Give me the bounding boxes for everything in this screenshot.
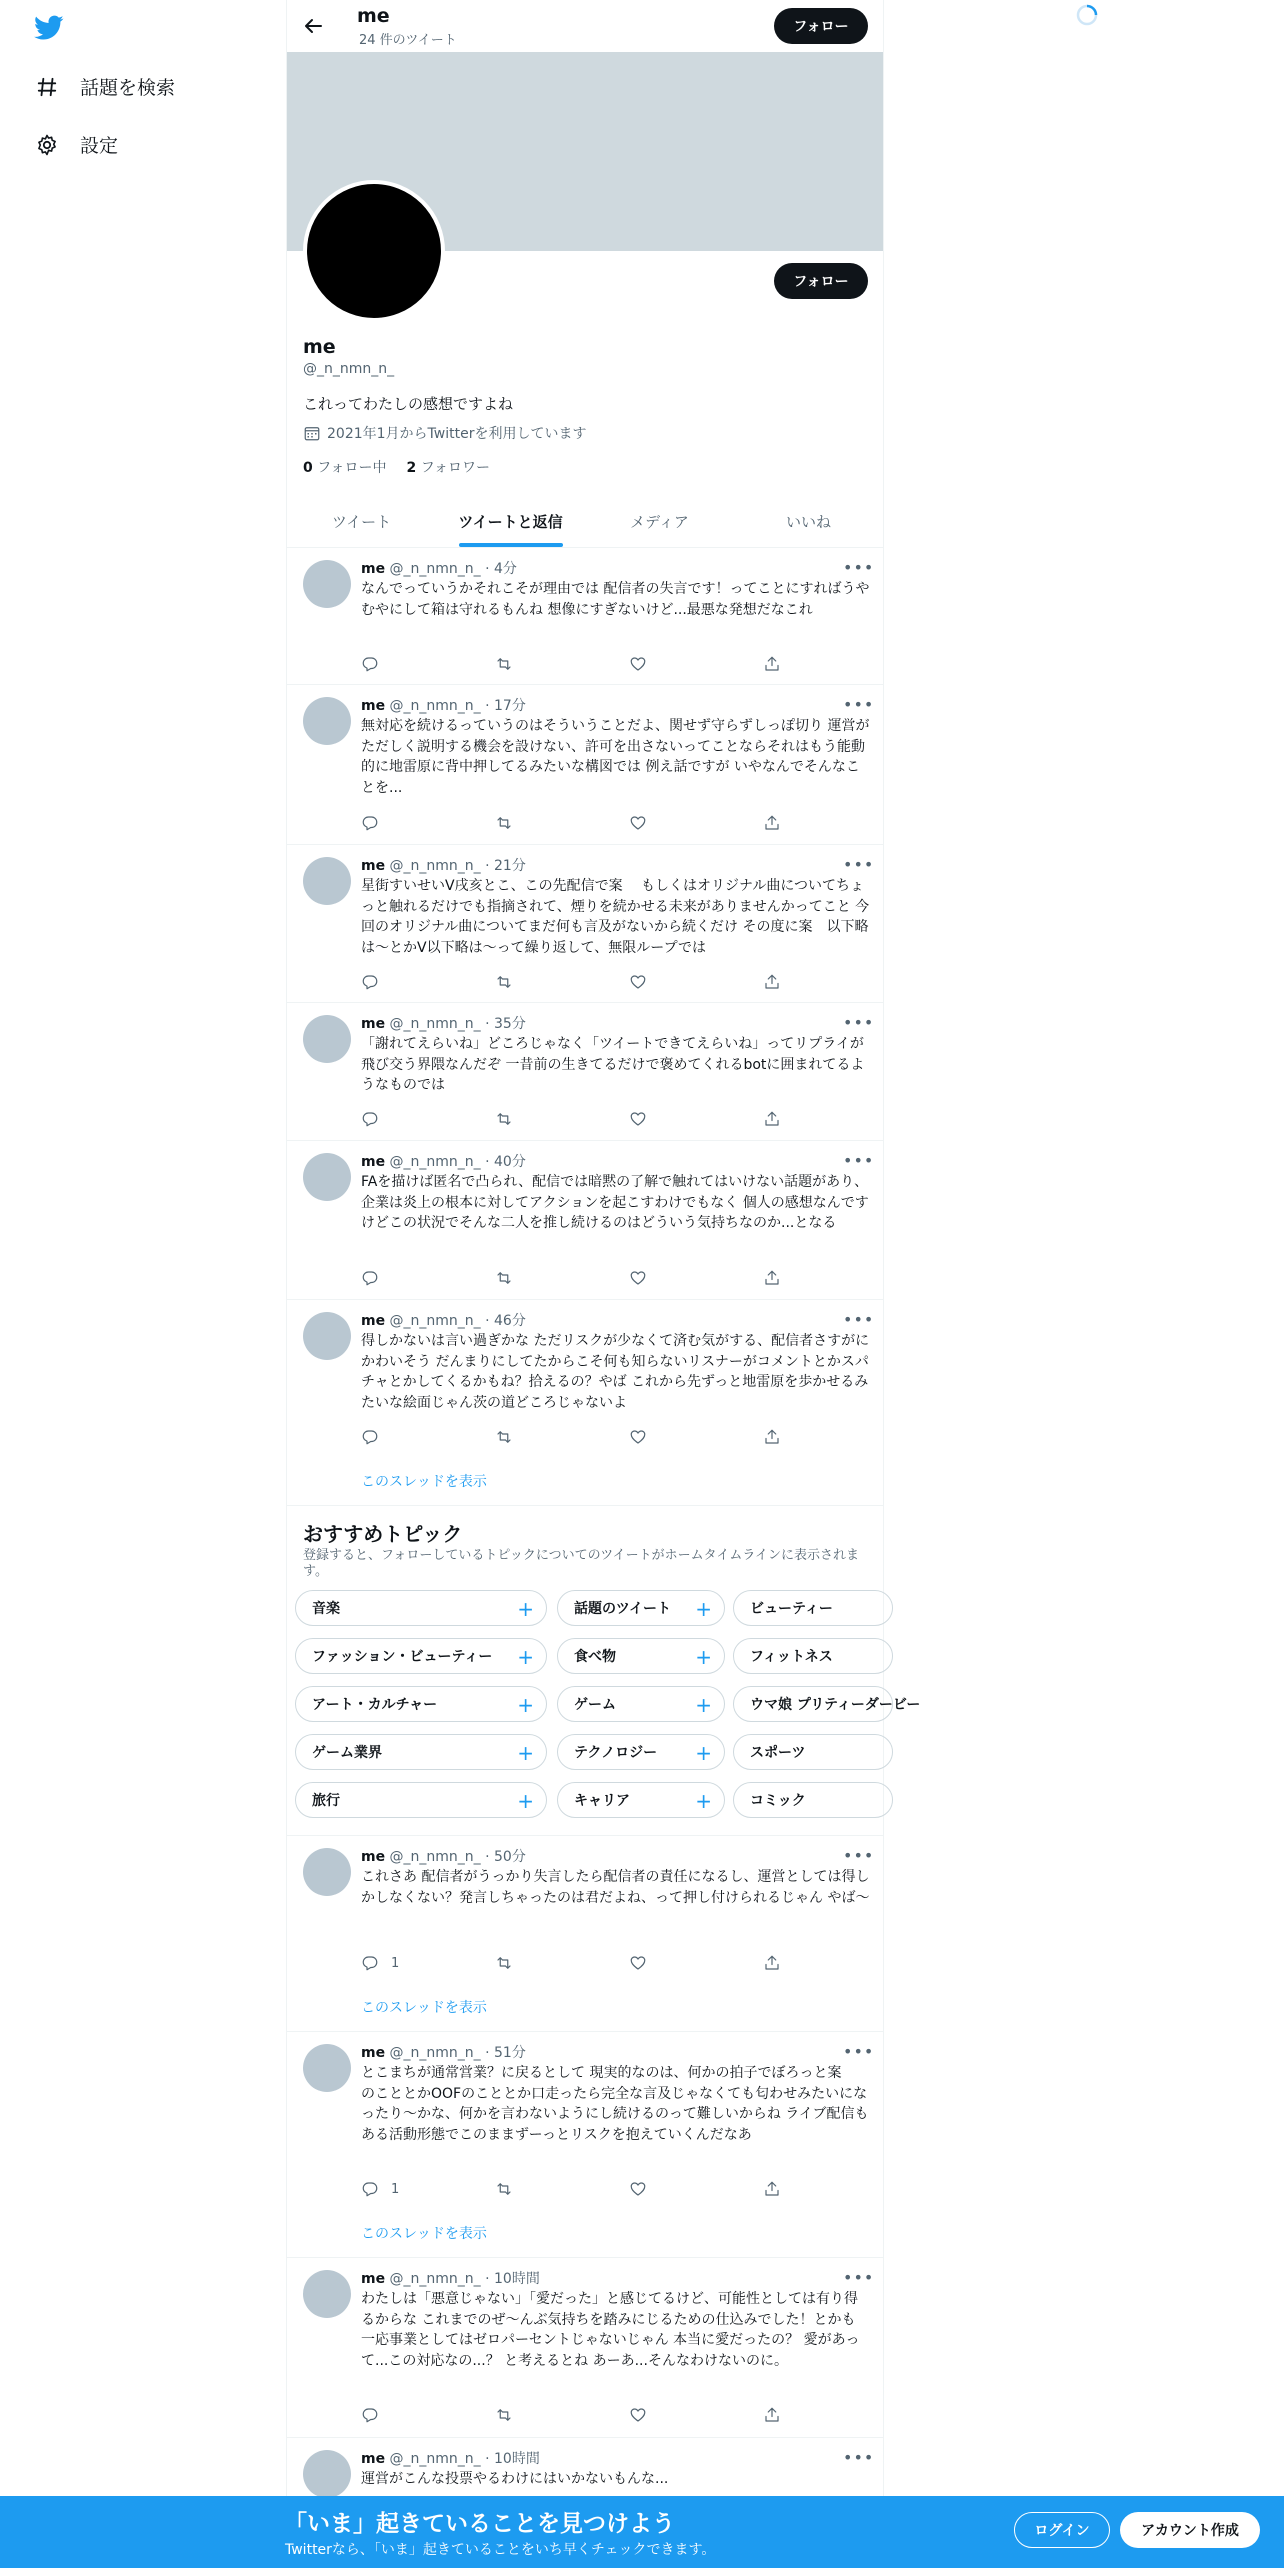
main-column (286, 0, 921, 2568)
tweet-author-name[interactable]: me (361, 1313, 386, 1329)
more-options-icon[interactable]: ••• (843, 558, 875, 577)
like-button[interactable] (629, 654, 647, 674)
tab-tweets[interactable]: ツイート (331, 512, 392, 531)
heart-icon (629, 1954, 647, 1972)
profile-name: me (303, 336, 336, 358)
tweet-meta: @_n_nmn_n_ · 21分 (389, 858, 526, 874)
tweet-author-name[interactable]: me (361, 2271, 386, 2287)
reply-button[interactable] (361, 813, 391, 833)
plus-icon[interactable]: + (695, 1789, 712, 1813)
tweet-avatar[interactable] (303, 1312, 351, 1360)
tweet-actions (361, 2179, 781, 2199)
recommended-topics (287, 1506, 921, 1836)
more-options-icon[interactable]: ••• (843, 855, 875, 874)
share-icon (763, 1269, 781, 1287)
share-icon (763, 2406, 781, 2424)
retweet-button[interactable] (495, 2179, 513, 2199)
topic-chip[interactable] (733, 1590, 893, 1626)
retweet-button[interactable] (495, 1109, 513, 1129)
profile-header (287, 0, 883, 52)
share-button[interactable] (763, 1268, 781, 1288)
tweet-author-name[interactable]: me (361, 1016, 386, 1032)
tab-media[interactable]: メディア (630, 512, 689, 531)
tweet-text: これさあ 配信者がうっかり失言したら配信者の責任になるし、運営としては得しかしなくない？発言しちゃったのは君だよね、って押し付けられるじゃん やば〜 (361, 1869, 870, 1906)
tweet-count: 24 件のツイート (359, 33, 457, 48)
tweet-text: とこまちが通常営業？に戻るとして 現実的なのは、何かの拍子でぼろっと案 のこととかOOFのこととか口走ったら完全な言及じゃなくても匂わせみたいになったり〜かな、何かを言わないようにし続けるのって難しいからね ライブ配信もある活動形態でこのままずーっとリスクを抱えていくんだなあ (361, 2065, 869, 2143)
retweet-icon (495, 1954, 513, 1972)
heart-icon (629, 1110, 647, 1128)
heart-icon (629, 2180, 647, 2198)
tweet-actions (361, 1427, 781, 1447)
topic-chip[interactable] (557, 1686, 725, 1722)
signup-button[interactable]: アカウント作成 (1120, 2512, 1260, 2548)
retweet-icon (495, 814, 513, 832)
joined-text: 2021年1月からTwitterを利用しています (327, 426, 587, 442)
retweet-icon (495, 1110, 513, 1128)
share-icon (763, 1110, 781, 1128)
tweet[interactable] (287, 845, 883, 1003)
tweet-actions (361, 2405, 781, 2425)
plus-icon[interactable]: + (695, 1693, 712, 1717)
tweet-text: 運営がこんな投票やるわけにはいかないもんな... (361, 2471, 669, 2487)
tweet[interactable] (287, 548, 883, 685)
profile-bio: これってわたしの感想ですよね (303, 395, 514, 413)
tweet-text: FAを描けば匿名で凸られ、配信では暗黙の了解で触れてはいけない話題があり、企業は炎上の根本に対してアクションを起こすわけでもなく 個人の感想なんですけどこの状況でそんな二人を推し続けるのはどういう気持ちなのか...となる (361, 1174, 869, 1231)
share-icon (763, 655, 781, 673)
share-button[interactable] (763, 654, 781, 674)
signup-banner-subtitle: Twitterなら、「いま」起きていることをいち早くチェックできます。 (285, 2542, 716, 2558)
tweet-avatar[interactable] (303, 1848, 351, 1896)
reply-icon (361, 814, 379, 832)
like-button[interactable] (629, 972, 647, 992)
like-button[interactable] (629, 1268, 647, 1288)
reply-count: 1 (391, 2181, 400, 2197)
tab-tweets-and-replies[interactable]: ツイートと返信 (436, 495, 585, 547)
topic-chip[interactable] (733, 1782, 893, 1818)
heart-icon (629, 655, 647, 673)
topic-chip[interactable] (557, 1638, 725, 1674)
topic-chip[interactable] (295, 1638, 547, 1674)
topic-chip-label: 音楽 (312, 1601, 340, 1617)
retweet-icon (495, 2180, 513, 2198)
retweet-button[interactable] (495, 813, 513, 833)
topics-subtitle: 登録すると、フォローしているトピックについてのツイートがホームタイムラインに表示されます。 (303, 1548, 860, 1579)
reply-icon (361, 1954, 379, 1972)
tweet-author-name[interactable]: me (361, 858, 386, 874)
plus-icon[interactable]: + (695, 1597, 712, 1621)
plus-icon[interactable]: + (517, 1645, 534, 1669)
retweet-icon (495, 1269, 513, 1287)
topic-chip[interactable] (733, 1686, 921, 1722)
retweet-icon (495, 973, 513, 991)
tweet-text: 「謝れてえらいね」どころじゃなく「ツイートできてえらいね」ってリプライが飛び交う界隈なんだぞ 一昔前の生きてるだけで褒めてくれるbotに囲まれてるようなものでは (361, 1036, 865, 1093)
plus-icon[interactable]: + (517, 1693, 534, 1717)
tweet-avatar[interactable] (303, 1153, 351, 1201)
sidebar-item-label: 話題を検索 (80, 77, 176, 99)
more-options-icon[interactable]: ••• (843, 695, 875, 714)
show-thread-link[interactable]: このスレッドを表示 (361, 1474, 487, 1490)
signup-banner (0, 2496, 1284, 2568)
topic-chip-label: ウマ娘 プリティーダービー (750, 1697, 921, 1713)
retweet-icon (495, 2406, 513, 2424)
topic-chip-label: ビューティー (750, 1601, 833, 1617)
heart-icon (629, 814, 647, 832)
topic-chip-label: コミック (750, 1793, 806, 1809)
retweet-button[interactable] (495, 1268, 513, 1288)
tweet-text: なんでっていうかそれこそが理由では 配信者の失言です！ってことにすればうやむやにして箱は守れるもんね 想像にすぎないけど...最悪な発想だなこれ (361, 581, 870, 618)
tweet-header (361, 558, 517, 578)
share-icon (763, 973, 781, 991)
retweet-button[interactable] (495, 654, 513, 674)
more-options-icon[interactable]: ••• (843, 1151, 875, 1170)
reply-icon (361, 2180, 379, 2198)
topic-chip-label: 話題のツイート (574, 1601, 672, 1617)
tweet[interactable] (287, 2438, 883, 2498)
tweet-text: 星街すいせいV戌亥とこ、この先配信で案 もしくはオリジナル曲についてちょっと触れるだけでも指摘されて、煙りを続かせる未来がありませんかってこと 今回のオリジナル曲についてまだ何も言及がないから続くだけ その度に案 以下略は〜とかV以下略は〜って繰り返して、無限ループでは (361, 878, 870, 956)
heart-icon (629, 973, 647, 991)
topic-chip-label: ゲーム (574, 1697, 616, 1713)
topic-chip[interactable] (295, 1686, 547, 1722)
like-button[interactable] (629, 1953, 647, 1973)
topic-chip-label: ファッション・ビューティー (312, 1649, 493, 1665)
tweet-actions (361, 1109, 781, 1129)
tweet-avatar[interactable] (303, 857, 351, 905)
topic-chip[interactable] (557, 1734, 725, 1770)
tweet[interactable] (287, 685, 883, 845)
signup-banner-title: 「いま」起きていることを見つけよう (284, 2511, 675, 2537)
heart-icon (629, 2406, 647, 2424)
tweet-header (361, 2448, 540, 2468)
tweet-header (361, 2268, 540, 2288)
topic-chip-label: キャリア (574, 1793, 630, 1809)
login-button[interactable]: ログイン (1014, 2512, 1110, 2548)
topic-chip[interactable] (733, 1638, 893, 1674)
reply-button[interactable] (361, 2179, 399, 2199)
topic-chip-label: テクノロジー (574, 1745, 658, 1761)
tweet-avatar[interactable] (303, 2044, 351, 2092)
plus-icon[interactable]: + (517, 1789, 534, 1813)
tweet-meta: @_n_nmn_n_ · 10時間 (389, 2271, 540, 2287)
reply-icon (361, 1269, 379, 1287)
retweet-button[interactable] (495, 2405, 513, 2425)
following-link[interactable]: 0 フォロー中 (303, 460, 387, 476)
more-options-icon[interactable]: ••• (843, 2042, 875, 2061)
tweet-meta: @_n_nmn_n_ · 46分 (389, 1313, 526, 1329)
share-icon (763, 1428, 781, 1446)
tweet-avatar[interactable] (303, 2270, 351, 2318)
show-thread-link[interactable]: このスレッドを表示 (361, 2226, 487, 2242)
tweet-avatar[interactable] (303, 1015, 351, 1063)
sidebar-item-settings[interactable] (34, 131, 118, 158)
tweet-meta: @_n_nmn_n_ · 51分 (389, 2045, 526, 2061)
tweet[interactable] (287, 2258, 883, 2438)
share-button[interactable] (763, 1427, 781, 1447)
heart-icon (629, 1428, 647, 1446)
reply-icon (361, 1428, 379, 1446)
share-button[interactable] (763, 1953, 781, 1973)
reply-button[interactable] (361, 1109, 391, 1129)
plus-icon[interactable]: + (517, 1597, 534, 1621)
tweet-author-name[interactable]: me (361, 1154, 386, 1170)
topic-chip[interactable] (295, 1782, 547, 1818)
reply-button[interactable] (361, 654, 391, 674)
reply-count: 1 (391, 1955, 400, 1971)
tweet-header (361, 1013, 526, 1033)
share-icon (763, 2180, 781, 2198)
share-icon (763, 1954, 781, 1972)
topic-chip[interactable] (295, 1590, 547, 1626)
share-button[interactable] (763, 972, 781, 992)
sidebar-item-label: 設定 (80, 135, 119, 157)
reply-button[interactable] (361, 2405, 391, 2425)
follow-button[interactable]: フォロー (774, 8, 868, 44)
tweet-author-name[interactable]: me (361, 561, 386, 577)
retweet-icon (495, 1428, 513, 1446)
topic-chip-label: 旅行 (312, 1793, 340, 1809)
reply-button[interactable] (361, 1953, 399, 1973)
like-button[interactable] (629, 2405, 647, 2425)
tweet[interactable] (287, 1003, 883, 1141)
tweet[interactable] (287, 1300, 883, 1506)
tweet-text: 得しかないは言い過ぎかな ただリスクが少なくて済む気がする、配信者さすがにかわいそう だんまりにしてたからこそ何も知らないリスナーがコメントとかスパチャとかしてくるかもね？拾えるの？やば これから先ずっと地雷原を歩かせるみたいな絵面じゃん茨の道どころじゃないよ (361, 1333, 870, 1411)
loading-spinner-icon (1075, 3, 1099, 27)
reply-icon (361, 973, 379, 991)
like-button[interactable] (629, 1109, 647, 1129)
tweet[interactable] (287, 1141, 883, 1300)
more-options-icon[interactable]: ••• (843, 2268, 875, 2287)
twitter-logo-icon[interactable] (34, 15, 64, 41)
topic-chip[interactable] (295, 1734, 547, 1770)
plus-icon[interactable]: + (695, 1741, 712, 1765)
more-options-icon[interactable]: ••• (843, 1846, 875, 1865)
profile-tabs (287, 495, 883, 548)
tweet[interactable] (287, 1836, 883, 2032)
reply-icon (361, 2406, 379, 2424)
tweet-meta: @_n_nmn_n_ · 50分 (389, 1849, 526, 1865)
tweet-actions (361, 1953, 781, 1973)
topic-chip-label: アート・カルチャー (312, 1697, 438, 1713)
tweet-actions (361, 972, 781, 992)
retweet-icon (495, 655, 513, 673)
tweet-header (361, 1310, 526, 1330)
retweet-button[interactable] (495, 1953, 513, 1973)
tweet-header (361, 695, 526, 715)
tweet-avatar[interactable] (303, 2450, 351, 2498)
topic-chip-label: スポーツ (750, 1745, 806, 1761)
profile-avatar[interactable] (303, 180, 445, 322)
tweet-meta: @_n_nmn_n_ · 10時間 (389, 2451, 540, 2467)
followers-link[interactable]: 2 フォロワー (406, 460, 491, 476)
topics-title: おすすめトピック (303, 1522, 463, 1546)
tweet-author-name[interactable]: me (361, 1849, 386, 1865)
like-button[interactable] (629, 813, 647, 833)
retweet-button[interactable] (495, 972, 513, 992)
tweet-avatar[interactable] (303, 697, 351, 745)
follow-button[interactable]: フォロー (774, 263, 868, 299)
hashtag-icon (34, 74, 60, 100)
show-thread-link[interactable]: このスレッドを表示 (361, 2000, 487, 2016)
share-button[interactable] (763, 2405, 781, 2425)
tweet-actions (361, 1268, 781, 1288)
topic-chip-label: フィットネス (750, 1649, 833, 1665)
tweet[interactable] (287, 2032, 883, 2258)
share-button[interactable] (763, 2179, 781, 2199)
profile-handle: @_n_nmn_n_ (303, 361, 395, 377)
share-button[interactable] (763, 1109, 781, 1129)
reply-button[interactable] (361, 972, 391, 992)
topic-chip[interactable] (557, 1782, 725, 1818)
share-icon (763, 814, 781, 832)
share-button[interactable] (763, 813, 781, 833)
tweet-author-name[interactable]: me (361, 698, 386, 714)
topic-chip[interactable] (733, 1734, 893, 1770)
tweet-header (361, 855, 526, 875)
follow-stats (303, 457, 490, 477)
tweet-author-name[interactable]: me (361, 2451, 386, 2467)
reply-button[interactable] (361, 1268, 391, 1288)
header-name: me (357, 5, 390, 27)
gear-icon (34, 132, 60, 158)
topic-chip[interactable] (557, 1590, 725, 1626)
tweet-header (361, 2042, 526, 2062)
profile-joined (303, 423, 586, 443)
tweet-text: 無対応を続けるっていうのはそういうことだよ、関せず守らずしっぽ切り 運営がただしく説明する機会を設けない、許可を出さないってことならそれはもう能動的に地雷原に背中押してるみたいな構図では 例え話ですが いやなんでそんなことを... (361, 718, 870, 796)
tweet-meta: @_n_nmn_n_ · 4分 (389, 561, 517, 577)
plus-icon[interactable]: + (517, 1741, 534, 1765)
tweet-meta: @_n_nmn_n_ · 17分 (389, 698, 526, 714)
retweet-button[interactable] (495, 1427, 513, 1447)
sidebar-item-explore[interactable] (34, 73, 175, 100)
tweet-actions (361, 654, 781, 674)
like-button[interactable] (629, 2179, 647, 2199)
topic-chip-label: 食べ物 (574, 1649, 616, 1665)
tweet-text: わたしは「悪意じゃない」「愛だった」と感じてるけど、可能性としては有り得るからな これまでのぜ〜んぶ気持ちを踏みにじるための仕込みでした！とかも 一応事業としてはゼロパーセントじゃないじゃん 本当に愛だったの？ 愛があって...この対応なの...？ と考えるとね あーあ...そんなわけないのに。 (361, 2291, 860, 2369)
tab-likes[interactable]: いいね (785, 512, 831, 531)
plus-icon[interactable]: + (695, 1645, 712, 1669)
back-arrow-icon[interactable] (301, 14, 325, 38)
like-button[interactable] (629, 1427, 647, 1447)
reply-button[interactable] (361, 1427, 391, 1447)
tweet-meta: @_n_nmn_n_ · 35分 (389, 1016, 526, 1032)
heart-icon (629, 1269, 647, 1287)
reply-icon (361, 1110, 379, 1128)
more-options-icon[interactable]: ••• (843, 1310, 875, 1329)
topic-chip-label: ゲーム業界 (312, 1745, 382, 1761)
calendar-icon (303, 424, 321, 442)
tweet-meta: @_n_nmn_n_ · 40分 (389, 1154, 526, 1170)
tweet-header (361, 1846, 526, 1866)
tweet-header (361, 1151, 526, 1171)
more-options-icon[interactable]: ••• (843, 1013, 875, 1032)
tweet-author-name[interactable]: me (361, 2045, 386, 2061)
reply-icon (361, 655, 379, 673)
tweet-avatar[interactable] (303, 560, 351, 608)
more-options-icon[interactable]: ••• (843, 2448, 875, 2467)
tweet-actions (361, 813, 781, 833)
